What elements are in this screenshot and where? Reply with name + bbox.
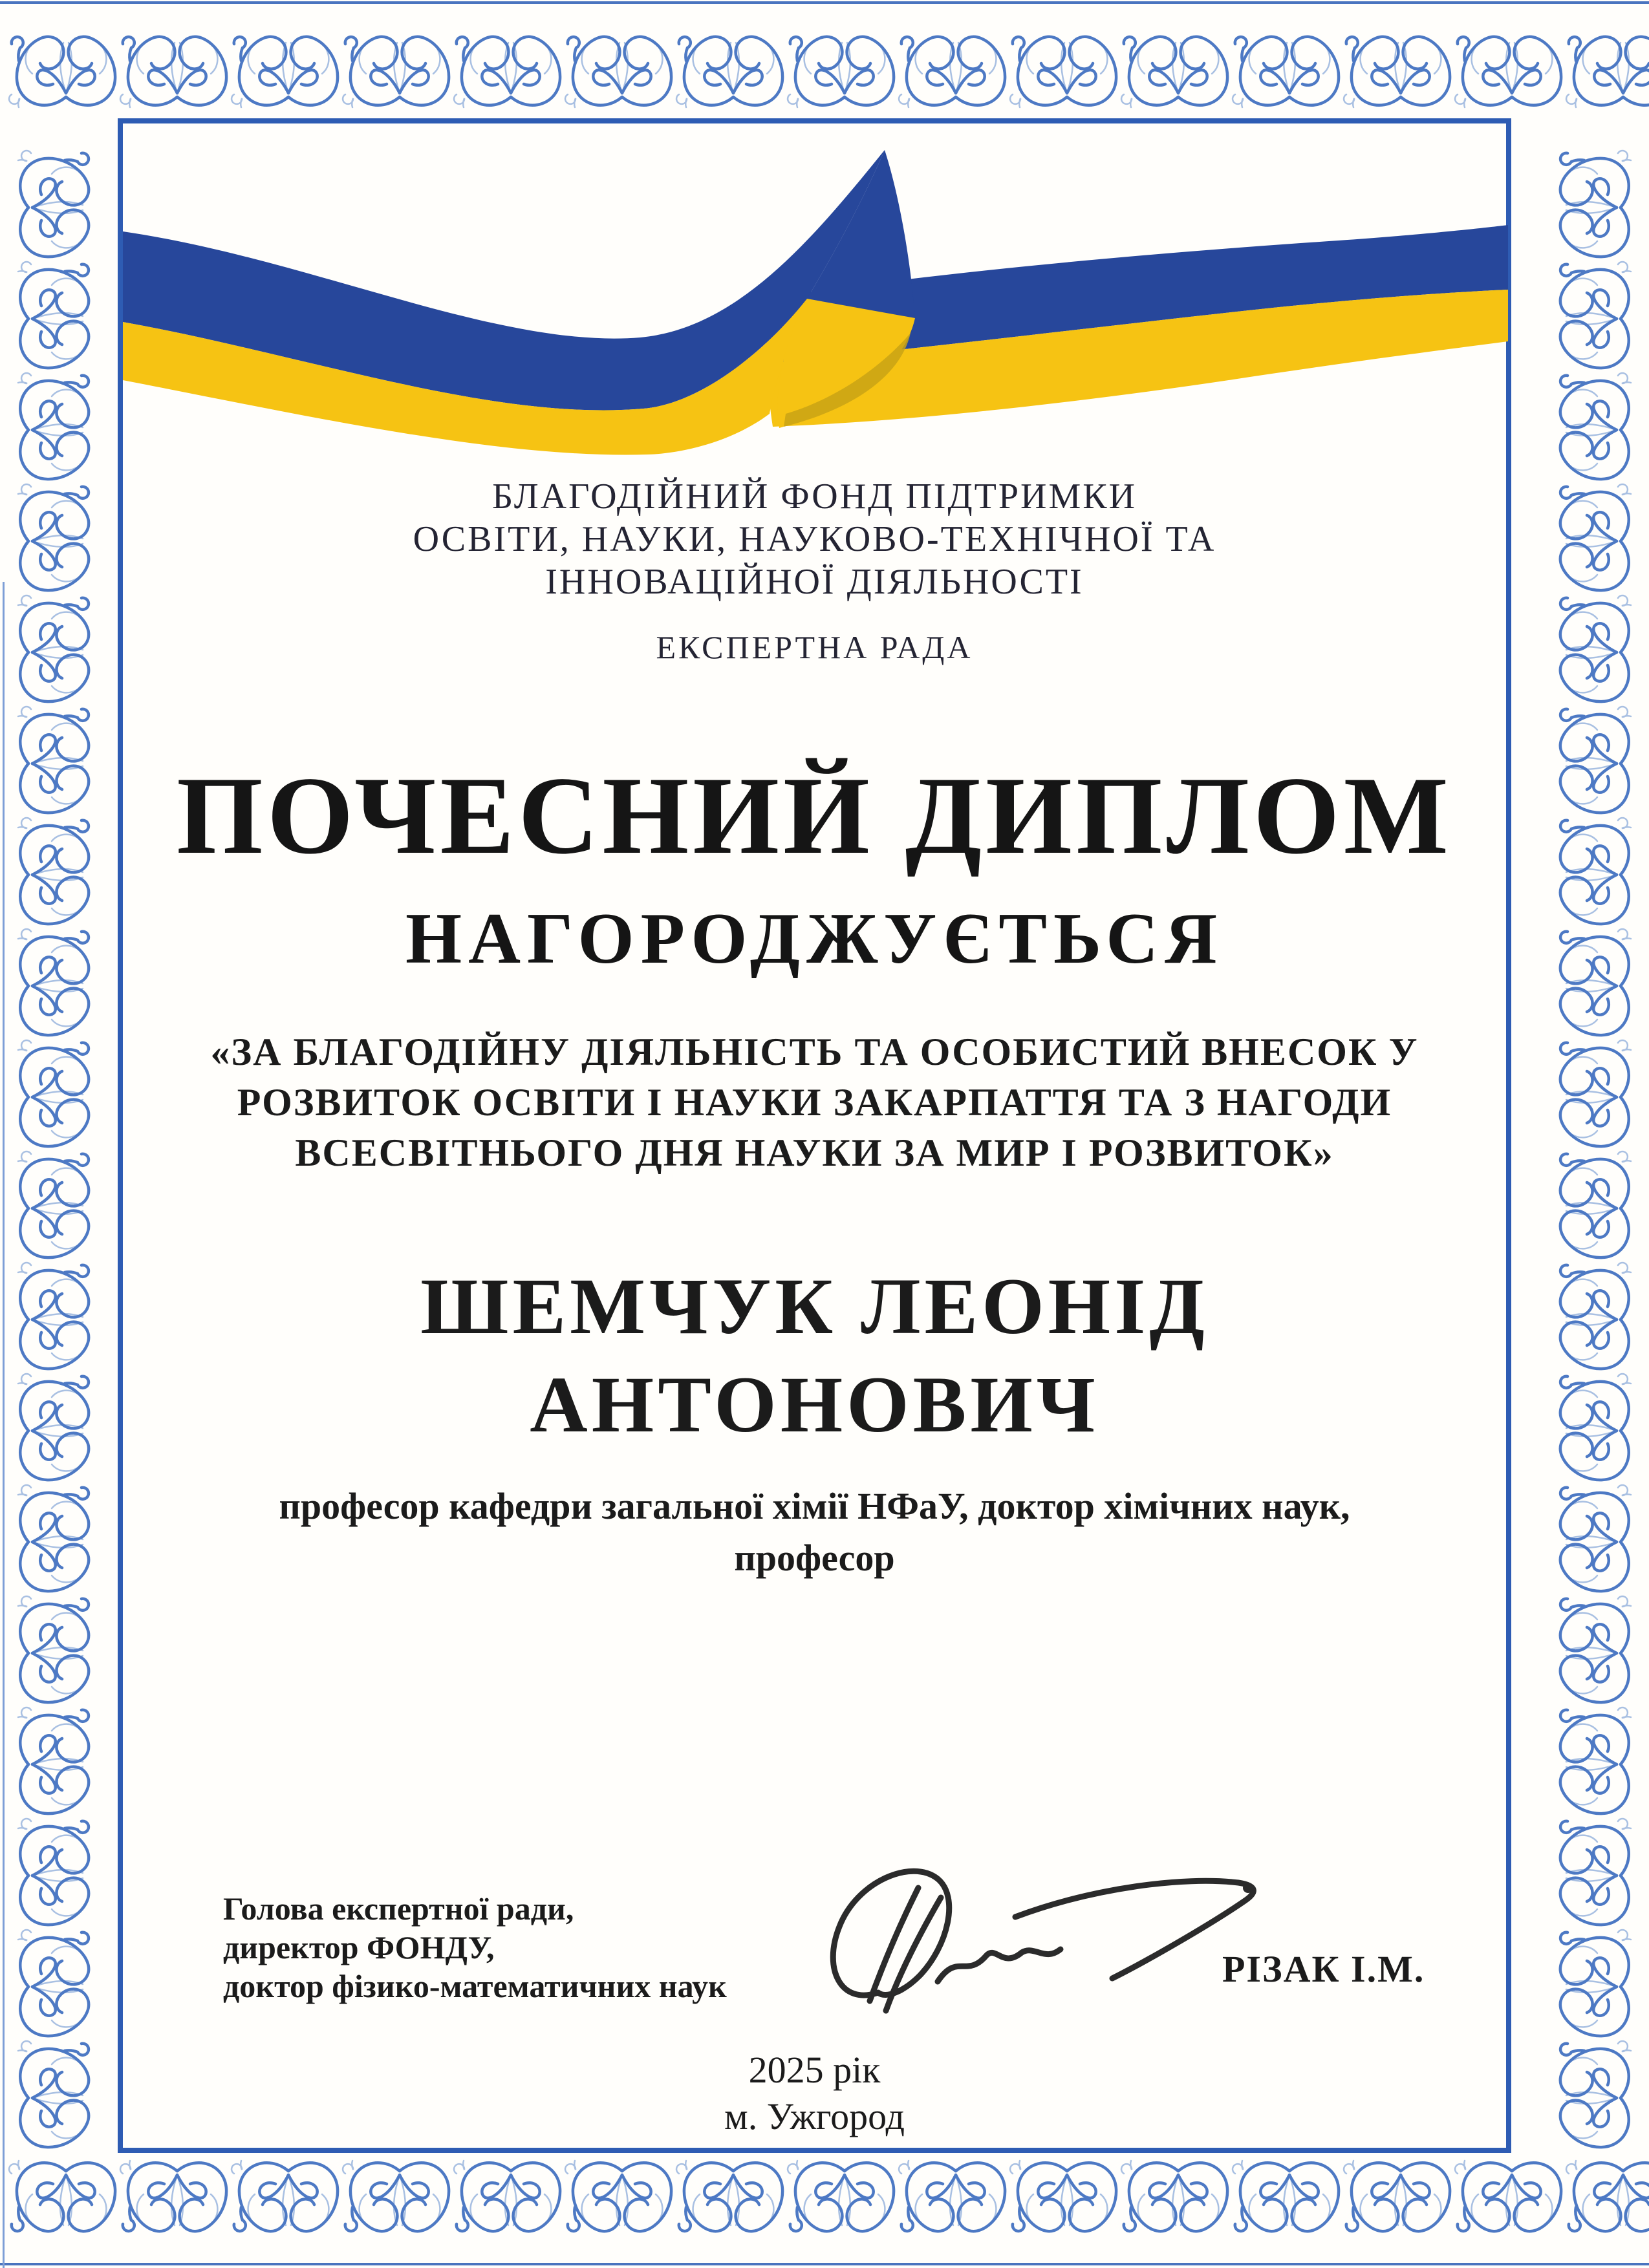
signature-autograph <box>821 1849 1274 2043</box>
signatory-title-line: доктор фізико-математичних наук <box>223 1968 727 2004</box>
scan-edge-line-left <box>3 582 5 2268</box>
award-citation <box>118 1027 1511 1178</box>
signatory-title-line: Голова експертної ради, <box>223 1890 574 1927</box>
citation-line: РОЗВИТОК ОСВІТИ І НАУКИ ЗАКАРПАТТЯ ТА З НАГОДИ <box>237 1081 1392 1124</box>
recipient-name-line: АНТОНОВИЧ <box>530 1360 1099 1449</box>
awarded-to-label: НАГОРОДЖУЄТЬСЯ <box>405 899 1223 979</box>
scan-edge-line-bottom <box>0 2263 1649 2265</box>
signatory-titles <box>223 1889 727 2006</box>
citation-line: ВСЕСВІТНЬОГО ДНЯ НАУКИ ЗА МИР І РОЗВИТОК» <box>295 1131 1334 1174</box>
signatory-name: РІЗАК І.М. <box>1222 1948 1425 1990</box>
organization-line: БЛАГОДІЙНИЙ ФОНД ПІДТРИМКИ <box>491 476 1137 517</box>
diploma-title: ПОЧЕСНИЙ ДИПЛОМ <box>176 754 1452 877</box>
ukraine-flag-ribbon <box>0 0 1649 517</box>
issue-city: м. Ужгород <box>724 2095 905 2137</box>
organization-line: ОСВІТИ, НАУКИ, НАУКОВО-ТЕХНІЧНОЇ ТА <box>413 519 1216 559</box>
recipient-name <box>118 1257 1511 1454</box>
organization-line: ІННОВАЦІЙНОЇ ДІЯЛЬНОСТІ <box>545 562 1084 602</box>
recipient-description-line: професор <box>734 1537 895 1579</box>
signatory-title-line: директор ФОНДУ, <box>223 1929 495 1965</box>
recipient-description <box>118 1481 1511 1584</box>
recipient-name-line: ШЕМЧУК ЛЕОНІД <box>420 1262 1209 1351</box>
expert-council-label: ЕКСПЕРТНА РАДА <box>656 629 973 665</box>
issue-year: 2025 рік <box>748 2049 881 2091</box>
organization-name <box>118 475 1511 603</box>
citation-line: «ЗА БЛАГОДІЙНУ ДІЯЛЬНІСТЬ ТА ОСОБИСТИЙ ВНЕСОК У <box>210 1031 1419 1073</box>
recipient-description-line: професор кафедри загальної хімії НФаУ, доктор хімічних наук, <box>279 1485 1350 1527</box>
